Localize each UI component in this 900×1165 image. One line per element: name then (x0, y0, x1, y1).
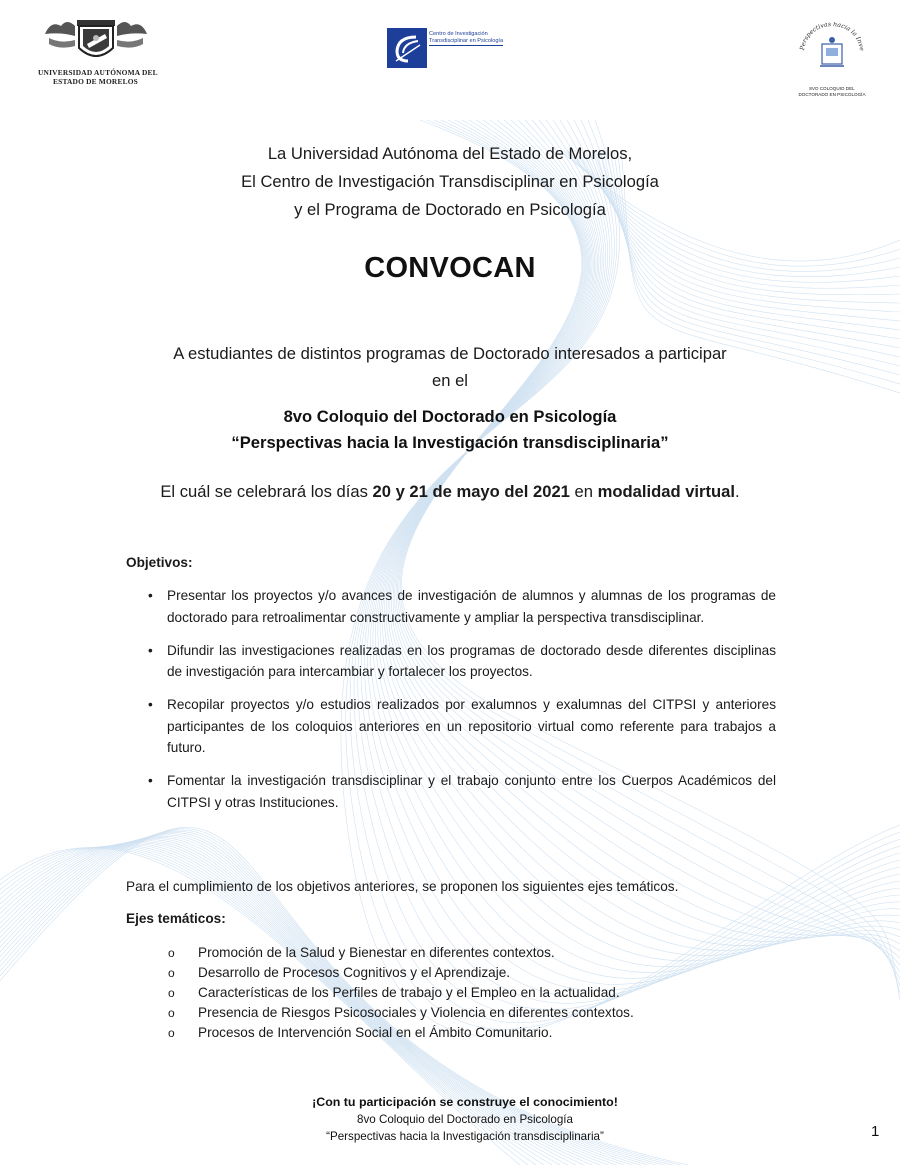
target-line-2: en el (432, 371, 468, 390)
ejes-intro-paragraph: Para el cumplimiento de los objetivos anteriores, se proponen los siguientes ejes temáticos. (126, 879, 679, 894)
institutions-intro (0, 140, 900, 224)
eje-text: Promoción de la Salud y Bienestar en diferentes contextos. (198, 945, 555, 960)
uaem-name-line1: UNIVERSIDAD AUTÓNOMA DEL (38, 68, 158, 77)
coloquio-logo (796, 22, 868, 98)
objective-item (148, 640, 776, 683)
eje-text: Desarrollo de Procesos Cognitivos y el Aprendizaje. (198, 965, 511, 980)
circle-bullet-icon: o (168, 966, 175, 980)
objectives-list (148, 585, 776, 825)
citpsi-name-line2: Transdisciplinar en Psicología (429, 38, 504, 44)
eje-text: Procesos de Intervención Social en el Ámbito Comunitario. (198, 1025, 553, 1040)
citpsi-mark-icon (387, 28, 427, 68)
objective-item (148, 585, 776, 628)
citpsi-logo (387, 28, 503, 68)
circle-bullet-icon: o (168, 1026, 175, 1040)
circle-bullet-icon: o (168, 986, 175, 1000)
date-suffix: . (735, 482, 740, 501)
intro-line-1: La Universidad Autónoma del Estado de Morelos, (267, 144, 633, 163)
main-heading: CONVOCAN (364, 252, 536, 284)
circle-bullet-icon: o (168, 946, 175, 960)
event-title (0, 404, 900, 456)
intro-line-3: y el Programa de Doctorado en Psicología (294, 200, 606, 219)
bullet-icon: • (148, 642, 153, 658)
eje-item (168, 1023, 634, 1043)
circle-bullet-icon: o (168, 1006, 175, 1020)
bullet-icon: • (148, 697, 153, 712)
bullet-icon: • (148, 588, 153, 603)
objective-text: Difundir las investigaciones realizadas en los programas de doctorado desde diferentes disciplinas de investigación para intercambiar y fortalecer los proyectos. (167, 642, 776, 679)
objective-item (148, 694, 776, 759)
coloquio-arc-text: Perspectivas hacia la Inve (799, 22, 866, 52)
coloquio-sub-line2: DOCTORADO EN PSICOLOGÍA (798, 92, 866, 98)
footer-subtitle: “Perspectivas hacia la Investigación transdisciplinaria” (326, 1130, 604, 1143)
eje-text: Presencia de Riesgos Psicosociales y Violencia en diferentes contextos. (198, 1005, 634, 1020)
target-line-1: A estudiantes de distintos programas de Doctorado interesados a participar (173, 344, 727, 363)
footer-event: 8vo Coloquio del Doctorado en Psicología (357, 1113, 573, 1126)
page-footer (0, 1093, 900, 1145)
svg-text:Perspectivas hacia la Investig (796, 22, 865, 52)
target-audience (0, 340, 900, 394)
coloquio-sub-line1: 8VO COLOQUIO DEL (809, 86, 855, 91)
eje-item (168, 963, 634, 983)
event-mode: modalidad virtual (597, 482, 735, 501)
objective-text: Fomentar la investigación transdisciplinar y el trabajo conjunto entre los Cuerpos Académicos del CITPSI y otras Instituciones. (167, 773, 776, 810)
coloquio-emblem-icon (796, 22, 868, 80)
uaem-name-line2: ESTADO DE MORELOS (53, 77, 138, 86)
intro-line-2: El Centro de Investigación Transdisciplinar en Psicología (241, 172, 659, 191)
event-dates: 20 y 21 de mayo del 2021 (372, 482, 570, 501)
objective-text: Recopilar proyectos y/o estudios realizados por exalumnos y exalumnas del CITPSI y anteriores participantes de los coloquios anteriores en un repositorio virtual como referente para trabajos a futuro. (167, 697, 776, 755)
eje-item (168, 983, 634, 1003)
ejes-list (168, 943, 634, 1043)
objective-text: Presentar los proyectos y/o avances de investigación de alumnos y alumnas de los programas de doctorado para retroalimentar constructivamente y ampliar la perspectiva transdisciplinar. (167, 588, 776, 625)
citpsi-name-line1: Centro de Investigación (429, 31, 488, 37)
eje-text: Características de los Perfiles de trabajo y el Empleo en la actualidad. (198, 985, 620, 1000)
bullet-icon: • (148, 773, 153, 788)
date-prefix: El cuál se celebrará los días (160, 482, 373, 501)
event-subtitle: “Perspectivas hacia la Investigación transdisciplinaria” (231, 433, 669, 452)
ejes-title: Ejes temáticos: (126, 911, 226, 926)
page-number: 1 (871, 1123, 880, 1140)
date-middle: en (569, 482, 598, 501)
uaem-crest-icon (41, 14, 151, 66)
eje-item (168, 943, 634, 963)
event-name: 8vo Coloquio del Doctorado en Psicología (283, 407, 617, 426)
uaem-logo (38, 14, 158, 86)
eje-item (168, 1003, 634, 1023)
event-date-line (0, 479, 900, 505)
objectives-title: Objetivos: (126, 555, 193, 570)
footer-slogan: ¡Con tu participación se construye el conocimiento! (312, 1095, 618, 1109)
objective-item (148, 770, 776, 813)
